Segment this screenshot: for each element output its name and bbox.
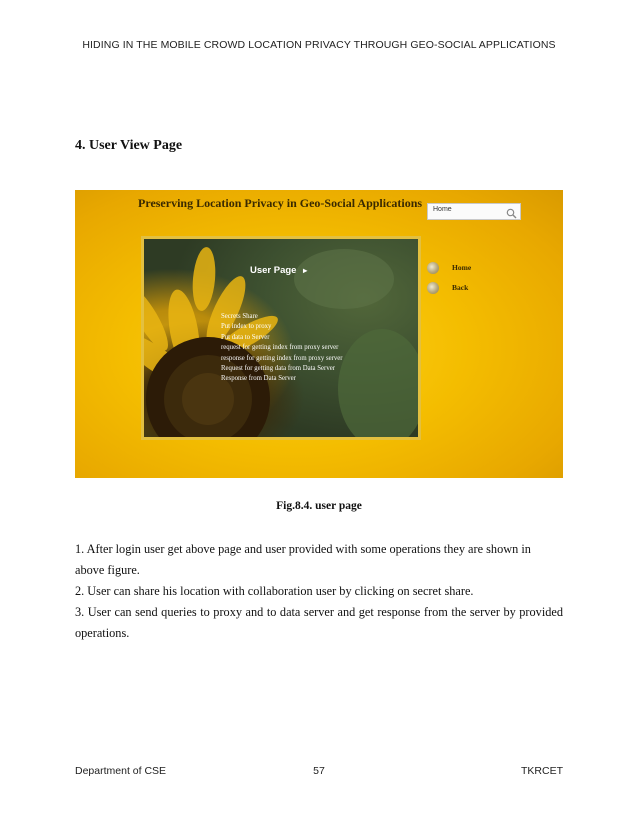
paragraph: 1. After login user get above page and user provided with some operations they are shown in above figure. [75,542,531,577]
user-page-screenshot [75,190,563,478]
figure-caption: Fig.8.4. user page [276,500,362,512]
nav-label[interactable]: Home [452,263,472,272]
search-input[interactable]: Home [433,206,452,213]
search-box[interactable] [427,203,521,220]
body-text [75,539,563,644]
app-title: Preserving Location Privacy in Geo-Social Applications [138,196,423,210]
menu-item-request-data[interactable]: Request for getting data from Data Server [221,365,335,373]
section-title: 4. User View Page [75,138,183,153]
running-header: HIDING IN THE MOBILE CROWD LOCATION PRIVACY THROUGH GEO-SOCIAL APPLICATIONS [82,39,556,51]
menu-item-response-data[interactable]: Response from Data Server [221,375,296,383]
nav-label[interactable]: Back [452,283,469,292]
footer-institution: TKRCET [521,765,563,777]
menu-item-put-index[interactable]: Put index to proxy [221,323,272,331]
operations-menu [221,312,343,385]
magnifier-icon[interactable] [506,206,517,224]
panel-title [250,265,307,276]
paragraph: 3. User can send queries to proxy and to data server and get response from the server by provided operations. [75,605,563,640]
menu-item-request-index[interactable]: request for getting index from proxy server [221,344,339,352]
page-number: 57 [313,765,325,777]
bullet-icon [427,262,439,274]
paragraph: 2. User can share his location with collaboration user by clicking on secret share. [75,584,474,598]
footer-department: Department of CSE [75,765,167,777]
arrow-right-icon: ▸ [303,266,308,275]
panel-title-text: User Page [250,265,297,276]
menu-item-secrets-share[interactable]: Secrets Share [221,313,258,320]
menu-item-response-index[interactable]: response for getting index from proxy server [221,354,343,362]
user-page-panel [141,236,421,440]
menu-item-put-data[interactable]: Put data to Server [221,333,270,341]
bullet-icon [427,282,439,294]
